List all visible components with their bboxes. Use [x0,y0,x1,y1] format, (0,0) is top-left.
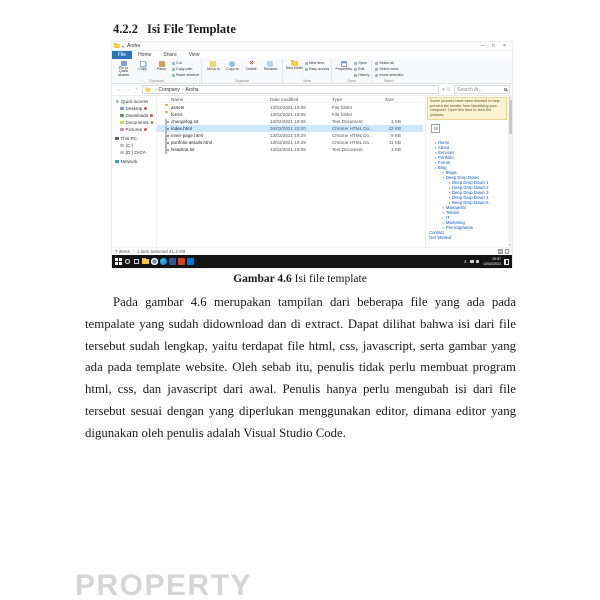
organise-group-label: Organise [234,79,250,83]
file-date: 13/02/2021 19:55 [270,105,306,110]
delete-label: Delete [246,67,257,71]
sidebar-item-desktop[interactable] [112,105,156,112]
broken-image-glyph [434,127,438,130]
link-label[interactable]: IT [445,215,450,220]
file-type: Text Document [332,119,363,124]
address-dropdown-icon[interactable]: ▾ [442,86,445,93]
ribbon-tabs [112,51,512,59]
bullet-icon: • [435,160,437,165]
open-small-buttons [354,60,369,78]
scrollbar-thumb[interactable] [509,100,512,134]
bullet-icon: • [435,150,437,155]
copy-button[interactable] [133,60,152,78]
blocked-pictures-warning: Some pictures have been blocked to help prevent the sender from identifying your computer. Open this item to view the pictures. [427,97,507,120]
quick-access-label: Quick access [120,99,149,104]
link-label[interactable]: Home [437,140,450,145]
column-date-modified[interactable]: Date modified [270,97,299,102]
delete-button[interactable] [242,60,261,78]
taskbar-chrome[interactable] [150,256,159,267]
bullet-icon: ○ [442,170,445,175]
clock-date: 13/02/2021 [483,261,501,266]
sidebar-item-network[interactable] [112,158,156,165]
file-type: Chrome HTML Do... [332,133,373,138]
search-icon [504,88,507,91]
link-label[interactable]: Deep Drop Down [445,175,479,180]
pin-icon [151,121,154,124]
preview-link-get-started[interactable] [428,235,506,240]
file-date: 13/02/2021 19:55 [270,112,306,117]
select-none-label: Select none [379,67,399,71]
taskbar-edge[interactable] [159,256,168,267]
window-controls [477,42,510,50]
new-folder-label: New folder [285,66,304,70]
details-view-icon[interactable] [498,249,503,254]
pictures-label: Pictures [125,127,143,132]
bullet-icon: • [435,140,437,145]
file-type: Chrome HTML Do... [332,126,373,131]
downloads-label: Downloads [125,113,149,118]
file-name: index.html [171,126,192,131]
open-label: Open [358,61,367,65]
drive-icon [120,144,124,148]
taskbar-vscode[interactable] [186,256,195,267]
pin-to-quick-access-label: Pin to Quick access [117,65,130,78]
file-list [157,96,425,247]
sidebar-item-drive-d[interactable] [112,149,156,156]
downloads-icon [120,114,124,118]
figure-caption [85,273,515,285]
taskbar-powerpoint[interactable] [177,256,186,267]
edge-icon [160,258,167,265]
breadcrumb-company[interactable]: Company [158,86,180,93]
invert-selection-button[interactable] [375,72,403,78]
preview-pane [425,96,512,247]
file-name: inner-page.html [171,133,203,138]
file-date: 13/02/2021 19:29 [270,133,306,138]
address-bar [112,84,512,96]
select-all-icon [375,62,378,65]
new-folder-button[interactable] [285,60,304,78]
edit-icon [354,68,357,71]
file-explorer-screenshot [112,42,512,268]
link-label[interactable]: Marketing [445,220,465,225]
sidebar-item-quick-access[interactable] [112,98,156,105]
bullet-icon: ○ [442,210,445,215]
select-group-label: Select [383,79,394,83]
link-label[interactable]: Deep Drop Down 4 [451,195,489,200]
file-type: File folder [332,105,353,110]
sidebar-item-pictures[interactable] [112,126,156,133]
bullet-icon: ○ [442,220,445,225]
pin-to-quick-access-button[interactable] [114,60,133,78]
paste-button[interactable] [152,60,171,78]
sidebar-item-documents[interactable] [112,119,156,126]
bullet-icon: ▪ [449,190,451,195]
ribbon-group-select [372,59,405,83]
network-icon [115,160,119,164]
section-title: Isi File Template [147,22,236,36]
search-placeholder: Search Ar... [457,86,483,93]
file-row-index-selected[interactable] [157,125,423,132]
windows-taskbar [112,255,512,268]
bullet-icon: ○ [442,175,445,180]
file-row-changelog[interactable] [157,118,423,125]
bullet-icon: • [435,145,437,150]
file-size: 1 KB [391,119,401,124]
link-label[interactable]: Contact [429,230,444,235]
new-folder-icon [291,61,298,66]
location-folder-icon [145,88,150,91]
file-explorer-icon [142,259,149,264]
quick-access-toolbar-dropdown-icon[interactable]: ▾ [122,43,125,49]
file-row-forms[interactable] [157,111,423,118]
taskbar-word[interactable] [168,256,177,267]
column-size[interactable]: Size [385,97,394,102]
system-tray [464,257,510,266]
link-label[interactable]: Portfolio [437,155,454,160]
ribbon [112,59,512,84]
taskbar-clock[interactable] [483,257,501,266]
link-label[interactable]: Get Started [429,235,451,240]
paste-shortcut-icon [172,74,175,77]
file-size: 1 KB [391,147,401,152]
back-icon[interactable]: ← [116,86,122,93]
file-name: changelog.txt [171,119,199,124]
scroll-up-icon[interactable]: ▾ [509,96,511,100]
figure-caption-text: Isi file template [291,273,367,285]
view-toggles [498,249,509,254]
drive-d-label: (D:) DATA [125,150,146,155]
taskbar-search-button[interactable] [123,256,132,267]
open-icon [354,62,357,65]
invert-selection-icon [375,74,378,77]
volume-tray-icon[interactable] [476,260,480,264]
drive-icon [120,151,124,155]
copy-path-label: Copy path [176,67,193,71]
move-to-button[interactable] [204,60,223,78]
chevron-icon: › [181,86,184,93]
file-date: 13/02/2021 19:56 [270,147,306,152]
bullet-icon: ○ [442,205,445,210]
copy-path-icon [172,68,175,71]
breadcrumb-arsha[interactable]: Arsha [185,86,199,93]
file-date: 04/02/2021 23:20 [270,126,306,131]
new-group-label: New [303,79,311,83]
delete-icon: × [249,60,254,67]
section-number: 4.2.2 [113,22,138,36]
tab-file[interactable]: File [112,51,132,59]
body-paragraph: Pada gambar 4.6 merupakan tampilan dari beberapa file yang ada pada tempalate yang sudah didownload dan di extract. Dapat dilihat bahwa isi dari file tersebut sudah lengkap, yaitu terdapat file html, css, javascript, serta gambar yang ada pada template website. Oleh sebab itu, penulis tidak perlu membuat program html, css, dan javascript dari awal. Penulis hanya perlu mengubah isi dari file tersebut sesuai dengan yang diperlukan menggunakan editor, dimana editor yang digunakan oleh penulis adalah Visual Studio Code. [85,295,516,440]
close-button[interactable]: × [503,43,506,49]
taskbar-file-explorer[interactable] [141,256,150,267]
history-button[interactable] [354,72,369,78]
chevron-icon: › [154,86,157,93]
file-date: 13/02/2021 19:29 [270,140,306,145]
thumbnails-view-icon[interactable] [505,249,510,254]
select-small-buttons [375,60,403,78]
minimize-button[interactable]: ─ [480,43,485,49]
file-row-assets[interactable] [157,104,423,111]
status-bar [112,247,512,255]
network-label: Network [120,159,138,164]
documents-icon [120,121,124,125]
chrome-icon [151,258,158,265]
desktop-label: Desktop [125,106,143,111]
powerpoint-icon [178,258,185,265]
copy-to-label: Copy to [226,67,239,71]
forward-icon[interactable]: → [125,86,131,93]
move-to-label: Move to [207,67,220,71]
bullet-icon: ▪ [449,195,451,200]
task-view-icon [134,259,139,264]
copy-label: Copy [138,67,147,71]
figure-caption-label: Gambar 4.6 [233,273,292,285]
vscode-icon [187,258,194,265]
desktop-icon [120,107,124,111]
properties-label: Properties [335,67,352,71]
bullet-icon: ○ [442,215,445,220]
new-small-buttons [305,60,329,78]
paste-label: Paste [156,67,167,71]
documents-label: Documents [125,120,149,125]
sidebar-item-drive-c[interactable] [112,142,156,149]
link-label[interactable]: Deep Drop Down 5 [451,200,489,205]
cut-label: Cut [176,61,182,65]
pin-icon [144,128,147,131]
sidebar-item-downloads[interactable] [112,112,156,119]
bullet-icon: • [435,165,437,170]
properties-button[interactable] [334,60,353,78]
status-divider [133,249,134,254]
paste-shortcut-button[interactable] [172,72,199,78]
copy-to-button[interactable] [223,60,242,78]
ribbon-group-clipboard [112,59,202,83]
file-date: 13/02/2021 19:56 [270,119,306,124]
file-size: 11 KB [388,140,401,145]
start-button[interactable] [114,256,123,267]
link-label[interactable]: Blog [437,165,447,170]
word-icon [169,258,176,265]
link-label[interactable]: Blogs [445,170,457,175]
link-label[interactable]: Deep Drop Down 2 [451,185,489,190]
this-pc-icon [115,137,119,141]
link-label[interactable]: Services [437,150,455,155]
edit-label: Edit [358,67,365,71]
rename-button[interactable] [261,60,280,78]
clipboard-small-buttons [172,60,199,78]
file-type: Chrome HTML Do... [332,140,373,145]
file-row-readme[interactable] [157,146,423,153]
link-label[interactable]: Deep Drop Down 1 [451,180,489,185]
link-label[interactable]: About [437,145,450,150]
selection-status: 1 item selected 41.2 KB [136,249,186,254]
bullet-icon: ○ [442,225,445,230]
column-type[interactable]: Type [332,97,342,102]
bullet-icon: • [435,155,437,160]
file-name: Readme.txt [171,147,195,152]
refresh-icon[interactable]: ↻ [446,86,451,93]
history-label: History [358,73,370,77]
file-size: 9 KB [391,133,401,138]
file-name: portfolio-details.html [171,140,213,145]
text-file-icon [165,147,167,154]
file-name: forms [171,112,183,117]
column-name[interactable]: Name [171,97,184,102]
section-heading [113,22,236,37]
link-label[interactable]: Deep Drop Down 3 [451,190,489,195]
paste-shortcut-label: Paste shortcut [176,73,199,77]
preview-nav-list [428,140,506,240]
bullet-icon: ▪ [449,200,451,205]
search-input[interactable] [454,85,510,94]
bullet-icon: ▪ [449,185,451,190]
rename-label: Rename [263,67,278,71]
maximize-button[interactable]: □ [491,43,496,49]
file-name: assets [171,105,185,110]
easy-access-button[interactable] [305,66,329,72]
ribbon-group-new [283,59,332,83]
preview-scrollbar[interactable] [508,96,512,247]
explorer-main [112,96,512,247]
star-icon: ★ [115,98,120,105]
scroll-down-icon[interactable]: ▾ [509,243,511,247]
notification-center-icon[interactable] [504,259,509,265]
pictures-icon [120,128,124,132]
cut-icon [172,62,175,65]
task-view-button[interactable] [132,256,141,267]
tab-view[interactable]: View [188,52,200,58]
drive-c-label: (C:) [125,143,134,148]
select-none-icon [375,68,378,71]
ribbon-group-open [332,59,372,83]
watermark-text: PROPERTY [75,569,253,600]
clock-time: 19:57 [492,257,501,262]
windows-logo-icon [115,258,118,261]
up-icon[interactable]: ↑ [135,86,138,93]
clipboard-group-label: Clipboard [148,79,165,83]
link-label[interactable]: Forum [437,160,451,165]
invert-selection-label: Invert selection [379,73,404,77]
link-label[interactable]: Manajerial [445,205,466,210]
easy-access-icon [305,68,308,71]
tray-expand-icon[interactable]: ∧ [463,258,467,264]
sidebar-item-this-pc[interactable] [112,135,156,142]
new-item-icon [305,62,308,65]
file-size: 42 KB [388,126,401,131]
search-icon [125,259,130,264]
column-headers [157,96,425,103]
breadcrumb[interactable] [142,85,440,94]
broken-image-icon [431,124,440,133]
explorer-app-icon [114,44,120,48]
link-label[interactable]: Pemrograman [445,225,474,230]
new-item-label: New item [308,61,324,65]
navigation-pane [112,96,157,247]
pin-icon [144,107,147,110]
easy-access-label: Easy access [308,67,330,71]
this-pc-label: This PC [120,136,137,141]
items-count: 7 items [115,249,130,254]
tab-share[interactable]: Share [163,52,177,58]
bullet-icon: ▪ [449,180,451,185]
explorer-titlebar [112,42,512,51]
file-row-inner-page[interactable] [157,132,423,139]
file-row-portfolio-details[interactable] [157,139,423,146]
tab-home[interactable]: Home [138,52,152,58]
pin-icon [150,114,153,117]
file-type: File folder [332,112,353,117]
history-icon [354,74,357,77]
ribbon-group-organise [202,59,283,83]
window-title: Arsha [127,43,141,49]
select-all-label: Select all [379,61,394,65]
pin-icon [121,61,127,66]
file-type: Text Document [332,147,363,152]
network-tray-icon[interactable] [470,260,474,264]
link-label[interactable]: Teknisi [445,210,460,215]
open-group-label: Open [347,79,357,83]
